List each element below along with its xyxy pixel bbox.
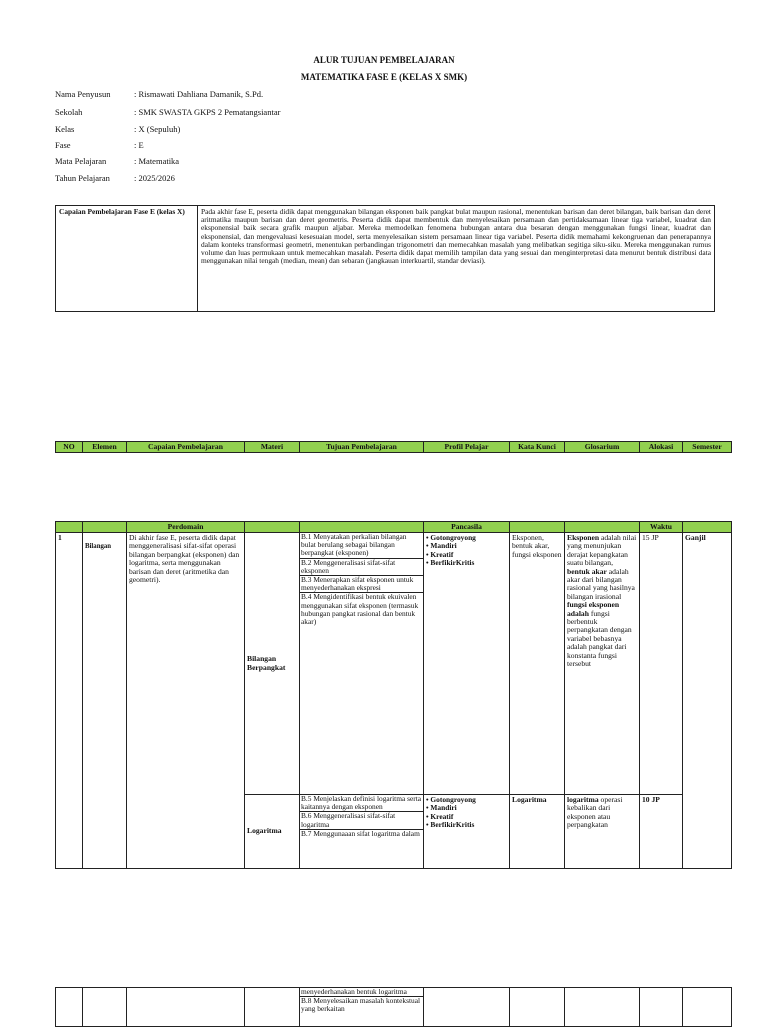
identity-value: : X (Sepuluh) xyxy=(134,124,181,134)
doc-title: ALUR TUJUAN PEMBELAJARAN xyxy=(313,55,455,65)
glossary-term: logaritma xyxy=(567,795,599,804)
glossary-definition: adalah nilai yang menunjukan derajat kepangkatan suatu bilangan, xyxy=(567,533,637,568)
group-header-pancasila: Pancasila xyxy=(424,522,510,533)
tujuan-item: B.7 Menggunaaan sifat logaritma dalam xyxy=(301,829,420,838)
column-header-materi: Materi xyxy=(245,442,300,453)
glossary-term: bentuk akar xyxy=(567,566,607,576)
group-header-cell xyxy=(300,522,424,533)
group-header-cell xyxy=(245,522,300,533)
tujuan-list xyxy=(300,533,423,626)
identity-label: Nama Penyusun xyxy=(55,89,111,99)
row-tujuan xyxy=(300,988,424,1027)
row-kata-kunci: Eksponen, bentuk akar, fungsi eksponen xyxy=(510,533,565,795)
profil-item: • Gotongroyong xyxy=(426,795,476,804)
identity-label: Fase xyxy=(55,140,71,150)
row-number: 1 xyxy=(56,533,83,869)
profil-item: • Kreatif xyxy=(426,549,454,559)
continuation-table xyxy=(55,987,732,1027)
group-header-row xyxy=(56,522,732,533)
tujuan-item: B.2 Menggeneralisasi sifat-sifat eksponen xyxy=(300,558,423,575)
table-cell xyxy=(245,988,300,1027)
tujuan-item: B.5 Menjelaskan definisi logaritma serta kaitannya dengan eksponen xyxy=(301,795,422,812)
identity-label: Kelas xyxy=(55,124,75,134)
tujuan-item: B.6 Menggeneralisasi sifat-sifat logaritma xyxy=(300,812,423,829)
glossary-definition: operasi kebalikan dari eksponen atau perpangkatan xyxy=(567,795,623,830)
tujuan-item: B.4 Mengidentifikasi bentuk ekuivalen menggunakan sifat eksponen (termasuk hubungan pangkat rasional dan bentuk akar) xyxy=(301,592,419,627)
tujuan-list xyxy=(300,988,423,1014)
table-cell xyxy=(83,988,127,1027)
table-cell xyxy=(565,988,640,1027)
tujuan-item: B.1 Menyatakan perkalian bilangan bulat berulang sebagai bilangan berpangkat (eksponen) xyxy=(300,533,423,558)
glossary-term: fungsi eksponen adalah xyxy=(567,600,620,618)
capaian-text: Pada akhir fase E, peserta didik dapat menggunakan bilangan eksponen baik pangkat bulat maupun rasional, menentukan barisan dan deret bilangan, baik barisan dan deret aritmatika maupun barisan dan deret geometris. Peserta didik dapat membentuk dan menyelesaikan persamaan dan pertidaksamaan linear tiga variabel, kuadrat dan eksponensial baik secara grafik maupun aljabar. Mereka memodelkan fenomena hubungan antara dua besaran dengan menggunakan fungsi linear, kuadrat dan eksponensial, dan mengevaluasi kesesuaian model, serta menyelesaikan sistem persamaan linear tiga variabel. Peserta didik memahami kekongruenan dan penerapannya dalam konteks transformasi geometri, menentukan perbandingan trigonometri dan memecahkan masalah yang melibatkan segitiga siku-siku. Mereka menggunakan rumus volume dan luas permukaan untuk memecahkan masalah. Peserta didik dapat memilih tampilan data yang sesuai dan menginterpretasi data menurut bentuk distribusi data menggunakan nilai tengah (median, mean) dan sebaran (jangkauan interkuartil, standar deviasi). xyxy=(198,206,715,312)
column-header-tujuan: Tujuan Pembelajaran xyxy=(300,442,424,453)
row-glosarium xyxy=(565,795,640,869)
profil-item: • BerfikirKritis xyxy=(426,820,475,830)
profil-item: • Mandiri xyxy=(426,541,457,551)
table-cell xyxy=(683,988,732,1027)
profil-item: • BerfikirKritis xyxy=(426,558,475,568)
row-materi: Logaritma xyxy=(245,795,300,869)
row-capaian: Di akhir fase E, peserta didik dapat menggeneralisasi sifat-sifat operasi bilangan berpangkat (eksponen) dan logaritma, serta menggunakan barisan dan deret (aritmetika dan geometri). xyxy=(127,533,245,869)
table-row xyxy=(56,533,732,795)
column-header-elemen: Elemen xyxy=(83,442,127,453)
row-elemen: Bilangan xyxy=(83,533,127,869)
identity-label: Sekolah xyxy=(55,107,83,117)
profil-item: • Gotongroyong xyxy=(426,533,476,542)
group-header-cell xyxy=(510,522,565,533)
row-profil xyxy=(424,533,510,795)
tujuan-item: menyederhanakan bentuk logaritma xyxy=(300,988,423,997)
identity-value: : Rismawati Dahliana Damanik, S.Pd. xyxy=(134,89,264,99)
row-tujuan xyxy=(300,533,424,795)
glossary-definition: adalah akar dari bilangan rasional yang hasilnya bilangan irasional xyxy=(567,566,635,601)
group-header-cell xyxy=(565,522,640,533)
row-tujuan xyxy=(300,795,424,869)
row-materi: Bilangan Berpangkat xyxy=(245,533,300,795)
column-header-capaian: Capaian Pembelajaran xyxy=(127,442,245,453)
group-header-perdomain: Perdomain xyxy=(127,522,245,533)
doc-subtitle: MATEMATIKA FASE E (KELAS X SMK) xyxy=(300,72,468,82)
column-header-no: NO xyxy=(56,442,83,453)
column-header-alokasi: Alokasi xyxy=(640,442,683,453)
identity-value: : Matematika xyxy=(134,156,180,166)
column-header-kata-kunci: Kata Kunci xyxy=(510,442,565,453)
table-cell xyxy=(510,988,565,1027)
column-header-profil: Profil Pelajar xyxy=(424,442,510,453)
identity-value: : 2025/2026 xyxy=(134,173,175,183)
table-cell xyxy=(424,988,510,1027)
group-header-cell xyxy=(56,522,83,533)
capaian-label: Capaian Pembelajaran Fase E (kelas X) xyxy=(56,206,198,312)
row-glosarium xyxy=(565,533,640,795)
table-row xyxy=(56,988,732,1027)
group-header-cell xyxy=(83,522,127,533)
row-kata-kunci: Logaritma xyxy=(510,795,565,869)
column-header-table xyxy=(55,441,732,453)
glossary-definition: fungsi berbentuk perpangkatan dengan variabel bebasnya adalah pangkat dari konstanta fungsi tersebut xyxy=(567,608,632,669)
table-cell xyxy=(56,988,83,1027)
profil-item: • Mandiri xyxy=(426,803,457,813)
glossary-term: Eksponen xyxy=(567,533,600,542)
identity-value: : E xyxy=(134,140,144,150)
row-profil xyxy=(424,795,510,869)
tujuan-list xyxy=(300,795,423,838)
identity-label: Tahun Pelajaran xyxy=(55,173,110,183)
identity-label: Mata Pelajaran xyxy=(55,156,107,166)
row-alokasi: 15 JP xyxy=(640,533,683,795)
learning-path-table xyxy=(55,521,732,869)
group-header-cell xyxy=(683,522,732,533)
column-header-semester: Semester xyxy=(683,442,732,453)
tujuan-item: B.3 Menerapkan sifat eksponen untuk menyederhanakan ekspresi xyxy=(300,576,423,593)
group-header-waktu: Waktu xyxy=(640,522,683,533)
row-semester: Ganjil xyxy=(683,533,732,869)
identity-value: : SMK SWASTA GKPS 2 Pematangsiantar xyxy=(134,107,281,117)
table-cell xyxy=(640,988,683,1027)
profil-item: • Kreatif xyxy=(426,811,454,821)
tujuan-item: B.8 Menyelesaikan masalah kontekstual yang berkaitan xyxy=(301,996,421,1014)
column-header-glosarium: Glosarium xyxy=(565,442,640,453)
row-alokasi: 10 JP xyxy=(640,795,683,869)
table-cell xyxy=(127,988,245,1027)
capaian-table xyxy=(55,205,715,312)
